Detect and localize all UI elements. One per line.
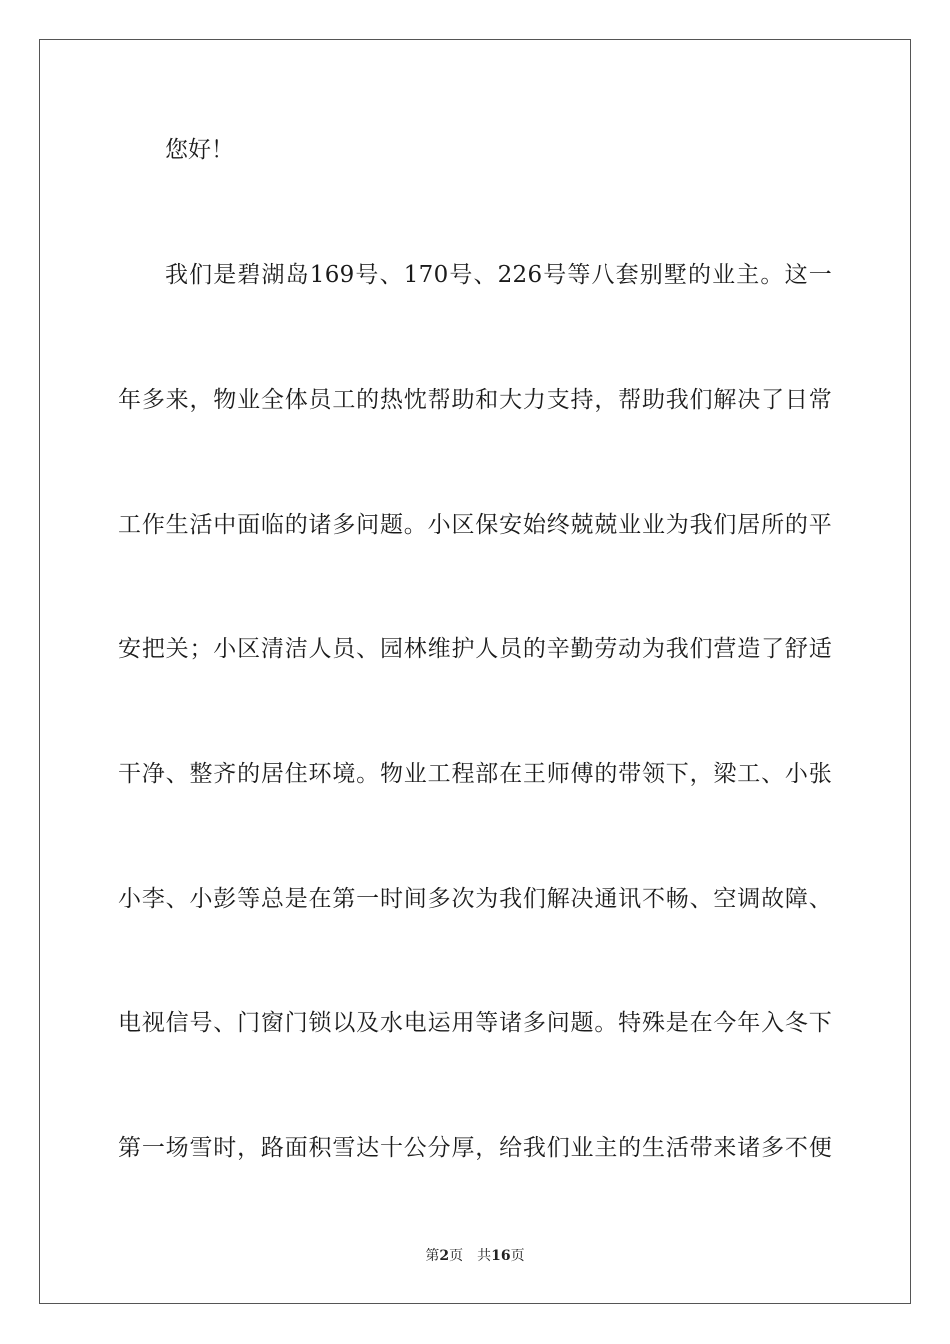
body-line-6: 小李、小彭等总是在第一时间多次为我们解决通讯不畅、空调故障、	[118, 886, 832, 912]
body-line-1: 我们是碧湖岛169号、170号、226号等八套别墅的业主。这一	[165, 262, 832, 288]
greeting-text: 您好！	[165, 137, 234, 163]
body-line-7: 电视信号、门窗门锁以及水电运用等诸多问题。特殊是在今年入冬下	[118, 1010, 832, 1036]
body-line-4: 安把关；小区清洁人员、园林维护人员的辛勤劳动为我们营造了舒适	[118, 636, 832, 662]
page-number: 2	[439, 1248, 450, 1264]
page-border	[39, 39, 911, 1304]
page-prefix: 第	[425, 1248, 440, 1264]
body-line-8: 第一场雪时，路面积雪达十公分厚，给我们业主的生活带来诸多不便	[118, 1135, 832, 1161]
page-suffix: 页	[449, 1248, 464, 1264]
total-suffix: 页	[510, 1248, 525, 1264]
page-footer	[0, 1247, 950, 1265]
total-pages: 16	[491, 1248, 511, 1264]
body-line-2: 年多来，物业全体员工的热忱帮助和大力支持，帮助我们解决了日常	[118, 387, 832, 413]
body-line-3: 工作生活中面临的诸多问题。小区保安始终兢兢业业为我们居所的平	[118, 512, 832, 538]
body-line-5: 干净、整齐的居住环境。物业工程部在王师傅的带领下，梁工、小张	[118, 761, 832, 787]
total-prefix: 共	[477, 1248, 492, 1264]
